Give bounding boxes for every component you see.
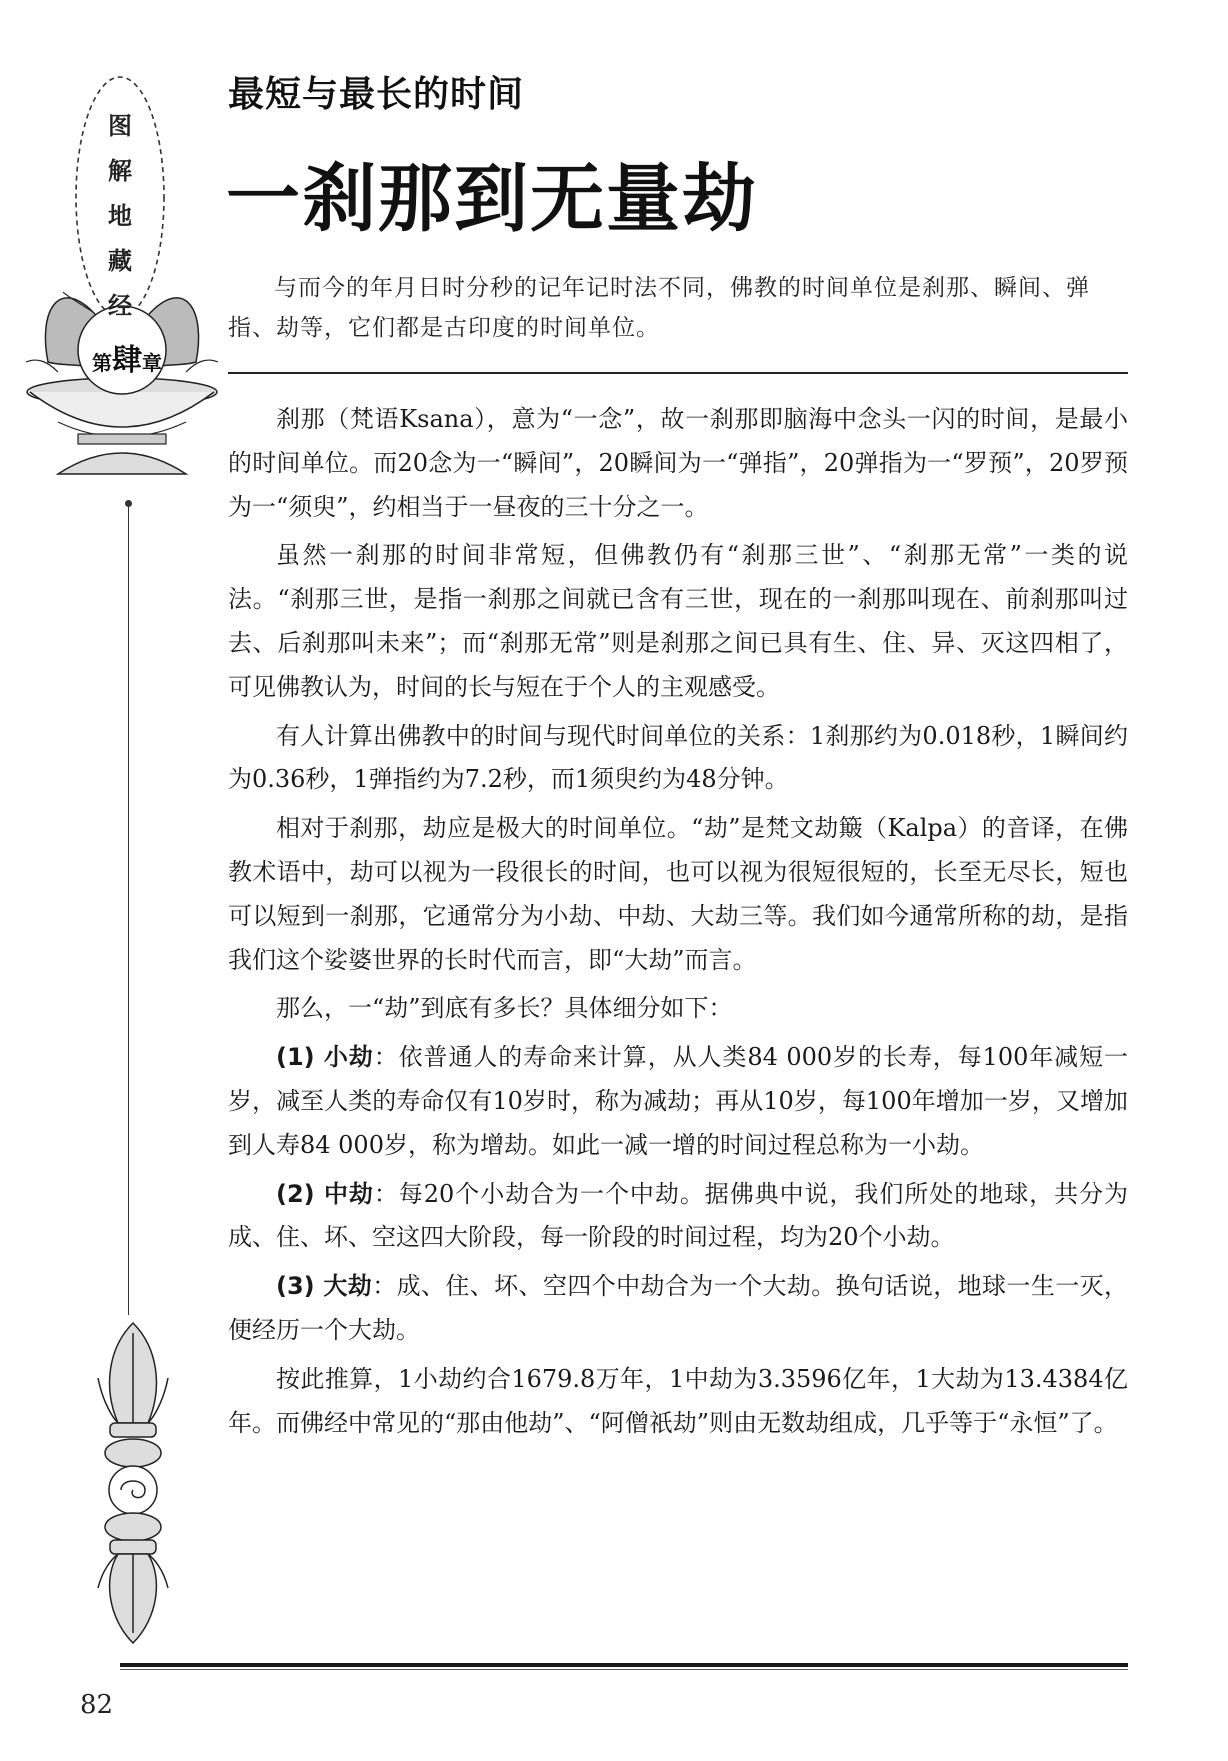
item-label: (1) 小劫 [276, 1043, 374, 1072]
series-char: 经 [108, 291, 132, 320]
list-item [228, 1265, 1128, 1353]
paragraph: 有人计算出佛教中的时间与现代时间单位的关系：1刹那约为0.018秒，1瞬间约为0.36秒，1弹指约为7.2秒，而1须臾约为48分钟。 [228, 721, 1128, 794]
series-char: 地 [108, 201, 132, 230]
paragraph: 那么，一“劫”到底有多长？具体细分如下： [276, 994, 733, 1023]
chapter-suffix: 章 [142, 351, 162, 375]
intro-divider [228, 372, 1128, 374]
item-text: ：每20个小劫合为一个中劫。据佛典中说，我们所处的地球，共分为成、住、坏、空这四大阶段，每一阶段的时间过程，均为20个小劫。 [228, 1179, 1128, 1252]
paragraph: 按此推算，1小劫约合1679.8万年，1中劫为3.3596亿年，1大劫为13.4384亿年。而佛经中常见的“那由他劫”、“阿僧祇劫”则由无数劫组成，几乎等于“永恒”了。 [228, 1364, 1128, 1437]
vajra-icon [88, 1318, 178, 1648]
list-item [228, 1173, 1128, 1261]
paragraph: 虽然一刹那的时间非常短，但佛教仍有“刹那三世”、“刹那无常”一类的说法。“刹那三世，是指一刹那之间就已含有三世，现在的一刹那叫现在、前刹那叫过去、后刹那叫未来”；而“刹那无常”则是刹那之间已具有生、住、异、灭这四相了，可见佛教认为，时间的长与短在于个人的主观感受。 [228, 541, 1128, 701]
item-label: (3) 大劫 [276, 1272, 373, 1301]
chapter-label [82, 335, 172, 379]
body-text [228, 398, 1128, 1450]
paragraph: 刹那（梵语Ksana），意为“一念”，故一刹那即脑海中念头一闪的时间，是最小的时间单位。而20念为一“瞬间”，20瞬间为一“弹指”，20弹指为一“罗预”，20罗预为一“须臾”，约相当于一昼夜的三十分之一。 [228, 405, 1128, 521]
list-item [228, 1036, 1128, 1167]
series-title-vertical [100, 103, 140, 328]
sidebar-rule [128, 505, 129, 1315]
series-char: 藏 [108, 246, 132, 275]
page-number: 82 [80, 1690, 114, 1720]
item-text: ：依普通人的寿命来计算，从人类84 000岁的长寿，每100年减短一岁，减至人类的寿命仅有10岁时，称为减劫；再从10岁，每100年增加一岁，又增加到人寿84 000岁，称为增劫。如此一减一增的时间过程总称为一小劫。 [228, 1043, 1128, 1159]
chapter-number: 肆 [112, 343, 142, 378]
series-char: 解 [108, 156, 132, 185]
page-title: 一刹那到无量劫 [226, 156, 758, 242]
paragraph: 相对于刹那，劫应是极大的时间单位。“劫”是梵文劫簸（Kalpa）的音译，在佛教术语中，劫可以视为一段很长的时间，也可以视为很短很短的，长至无尽长，短也可以短到一刹那，它通常分为小劫、中劫、大劫三等。我们如今通常所称的劫，是指我们这个娑婆世界的长时代而言，即“大劫”而言。 [228, 814, 1128, 974]
item-text: ：成、住、坏、空四个中劫合为一个大劫。换句话说，地球一生一灭，便经历一个大劫。 [228, 1272, 1129, 1344]
footer-rule [120, 1663, 1128, 1667]
section-subtitle: 最短与最长的时间 [228, 74, 525, 115]
item-label: (2) 中劫 [276, 1179, 374, 1208]
series-char: 图 [108, 111, 132, 140]
chapter-prefix: 第 [92, 351, 112, 375]
intro-text: 与而今的年月日时分秒的记年记时法不同，佛教的时间单位是刹那、瞬间、弹指、劫等，它们都是古印度的时间单位。 [228, 275, 1090, 341]
footer-rule-thin [120, 1669, 1128, 1670]
